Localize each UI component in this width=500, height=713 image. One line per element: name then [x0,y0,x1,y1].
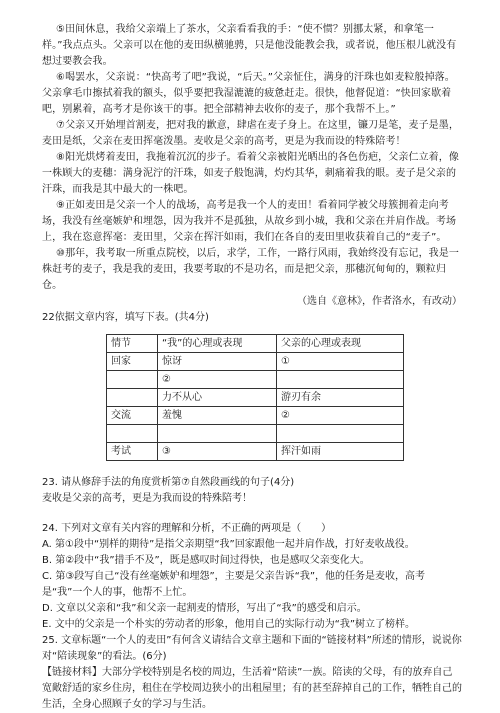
spacer [42,507,462,521]
question-22-prompt: 22依据文章内容，填写下表。(共4分) [42,312,209,323]
table-cell: ① [277,353,404,371]
table-header-cell: 情节 [107,335,158,353]
paragraph-10: ⑩那年，我考取一所重点院校，以后，求学，工作，一路行风雨，我始终没有忘记，我是一株赶考的麦子，我是我的麦田，我要考取的不是功名，而是把父亲，那穗沉甸甸的，颗粒归仓。 [42,248,459,291]
table-cell: 回家 [107,353,158,371]
table-cell: 挥汗如雨 [277,443,404,461]
table-cell: 惊讶 [158,353,277,371]
question-24-prompt: 24. 下列对文章有关内容的理解和分析，不正确的两项是（ ） [42,523,332,534]
table-row [107,407,404,425]
paragraph-8: ⑧阳光烘烤着麦田，我拖着沉沉的步子。看着父亲被阳光晒出的各色伤疤，父亲仁立着，像一株顾大的麦穗：满身泥泞的汗珠，如麦子般饱满，灼灼其华，刺痛着我的眼。麦子是父亲的汗珠，而我是其中最大的一株吧。 [42,152,459,195]
table-cell: 游刃有余 [277,389,404,407]
table-cell: ② [277,407,404,425]
question-24-option-d: D. 文章以父亲和“我”和父亲一起割麦的情形，写出了“我”的感受和启示。 [42,603,367,614]
exam-page [42,22,462,713]
table-row [107,443,404,461]
table-row [107,389,404,407]
table-row [107,371,404,389]
question-24-option-a: A. 第①段中“别样的期待”是指父亲期望“我”回家跟他一起并肩作战，打好麦收战役。 [42,539,415,550]
paragraph-7: ⑦父亲又开始埋首割麦，把对我的歉意，肆虐在麦子身上。在这里，镰刀是笔，麦子是墨，麦田是纸，父亲在麦田挥毫泼墨。麦收是父亲的高考，更是为我而设的特殊陪考！ [42,120,459,147]
question-25-prompt: 25. 文章标题“一个人的麦田”有何含义请结合文章主题和下面的“链接材料”所述的情形，说说你对“陪读现象”的看法。(6分) [42,635,462,662]
question-23-quote: 麦收是父亲的高考，更是为我而设的特殊陪考！ [42,493,252,504]
table-cell: ② [158,371,277,389]
table-cell [277,425,404,443]
table-cell [158,425,277,443]
table-row [107,353,404,371]
table-row [107,425,404,443]
table-cell [277,371,404,389]
question-22-table [106,334,404,461]
paragraph-5: ⑤田间休息，我给父亲端上了茶水，父亲看看我的手：“使不惯？别挪太紧，和拿笔一样。”我点点头。父亲可以在他的麦田纵横驰骋，只是他没能教会我，或者说，他压根儿就没有想过要教会我。 [42,24,457,67]
table-header-cell: 父亲的心理或表现 [277,335,404,353]
paragraph-9: ⑨正如麦田是父亲一个人的战场，高考是我一个人的麦田！看着同学被父母簇拥着走向考场，我没有丝毫嫉妒和埋怨，因为我并不是孤独，从故乡到小城，我和父亲在并肩作战。考场上，我在恣意挥毫：麦田里，父亲在挥汗如雨，我们在各自的麦田里收获着自己的“麦子”。 [42,200,457,243]
table-cell: ③ [158,443,277,461]
question-23-prompt: 23. 请从修辞手法的角度赏析第⑦自然段画线的句子(4分) [42,477,295,488]
table-header-row [107,335,404,353]
question-24-option-c: C. 第③段写自己“没有丝毫嫉妒和埋怨”，主要是父亲告诉“我”，他的任务是麦收，高考是“我”一个人的事，他帮不上忙。 [42,571,426,598]
table-cell: 羞愧 [158,407,277,425]
question-24-option-b: B. 第②段中“我”措手不及”，既是感叹时间过得快，也是感叹父亲变化大。 [42,555,370,566]
question-24-option-e: E. 文中的父亲是一个朴实的劳动者的形象，他用自己的实际行动为“我”树立了榜样。 [42,619,416,630]
table-header-cell: “我”的心理或表现 [158,335,277,353]
table-cell: 考试 [107,443,158,461]
table-cell [107,371,158,389]
table-cell [107,425,158,443]
table-cell: 交流 [107,407,158,425]
source-note: （选自《意林》，作者洛水，有改动） [297,296,462,307]
question-25-material: 【链接材料】大部分学校特别是名校的周边，生活着“陪读”一族。陪读的父母，有的放弃自己宽敞舒适的家乡住房，租住在学校周边狭小的出租屋里；有的甚至辞掉自己的工作，牺牲自己的生活，全身心照顾子女的学习与生活。 [42,667,462,710]
table-cell: 力不从心 [158,389,277,407]
table-cell [107,389,158,407]
paragraph-6: ⑥喝罢水，父亲说：“快高考了吧”我说，“后天。”父亲怔住，满身的汗珠也如麦粒般掉落。父亲拿毛巾擦拭着我的额头，似乎要把我湿漉漉的疲惫赶走。很快，他督促道：“快回家歇着吧，别累着，高考才是你该干的事。把全部精神去收你的麦子，那个我帮不上。” [42,72,455,115]
